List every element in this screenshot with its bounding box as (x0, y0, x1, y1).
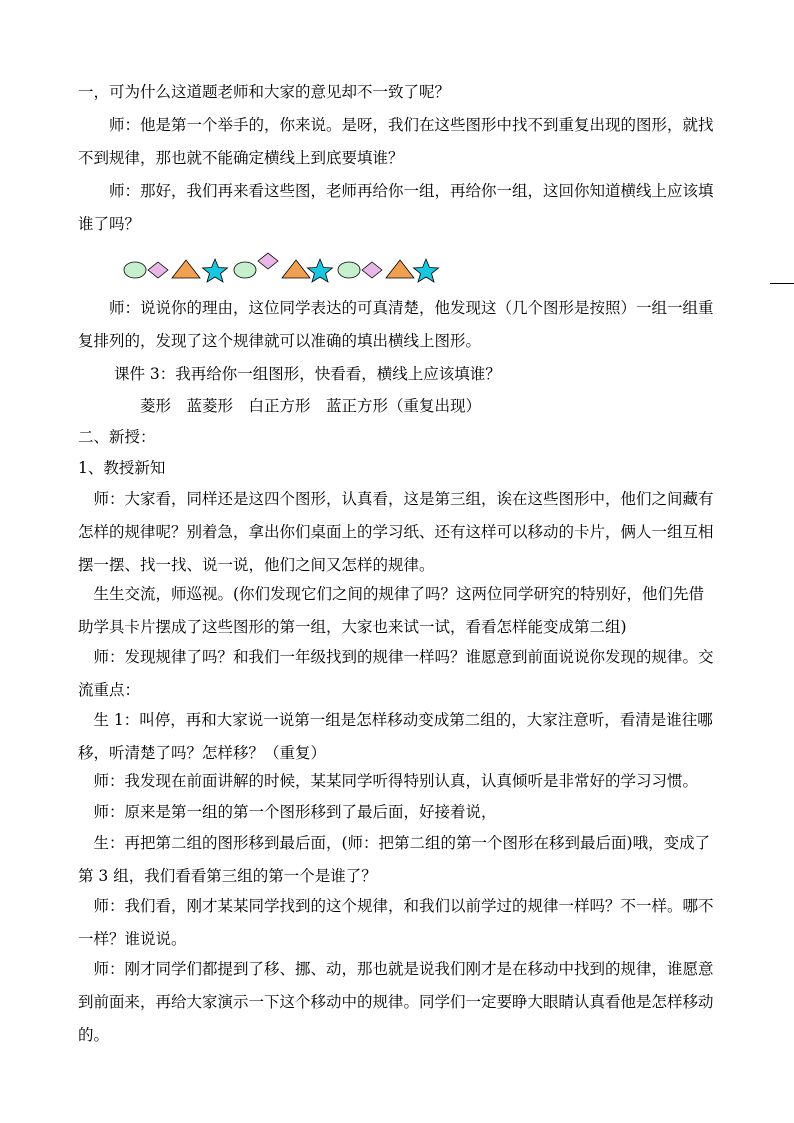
pink-diamond-shape (362, 262, 382, 278)
paragraph-teacher-4: 师：大家看，同样还是这四个图形，认真看，这是第三组，诶在这些图形中，他们之间藏有怎样的规律呢？别着急，拿出你们桌面上的学习纸、还有这样可以移动的卡片，俩人一组互相摆一摆、找一找、说一说，他们之间又怎样的规律。 (78, 490, 714, 574)
orange-triangle-shape (386, 260, 414, 278)
margin-line (770, 283, 794, 284)
paragraph-teacher-3: 师：说说你的理由，这位同学表达的可真清楚，他发现这（几个图形是按照）一组一组重复排列的，发现了这个规律就可以准确的填出横线上图形。 (78, 299, 714, 350)
paragraph-teacher-9: 师：刚才同学们都提到了移、挪、动，那也就是说我们刚才是在移动中找到的规律，谁愿意到前面来，再给大家演示一下这个移动中的规律。同学们一定要睁大眼睛认真看他是怎样移动的。 (78, 960, 714, 1044)
cyan-star-shape (414, 259, 439, 282)
paragraph-teacher-2: 师：那好，我们再来看这些图，老师再给你一组，再给你一组，这回你知道横线上应该填谁了吗？ (78, 182, 714, 233)
paragraph-shape-list: 菱形 蓝菱形 白正方形 蓝正方形（重复出现） (140, 397, 482, 415)
section-heading-new-teaching: 二、新授： (78, 428, 156, 446)
paragraph-teacher-5: 师：发现规律了吗？和我们一年级找到的规律一样吗？谁愿意到前面说说你发现的规律。交流重点： (78, 648, 714, 699)
subsection-heading-teach: 1、教授新知 (78, 459, 166, 477)
paragraph-teacher-8: 师：我们看，刚才某某同学找到的这个规律，和我们以前学过的规律一样吗？不一样。哪不一样？谁说说。 (78, 897, 714, 948)
paragraph-student-1: 生 1：叫停，再和大家说一说第一组是怎样移动变成第二组的，大家注意听，看清是谁往哪移，听清楚了吗？怎样移？（重复） (78, 711, 713, 762)
paragraph-courseware-3: 课件 3：我再给你一组图形，快看看，横线上应该填谁？ (114, 365, 501, 383)
pattern-shapes-figure (120, 250, 450, 286)
pink-diamond-shape (148, 262, 168, 278)
orange-triangle-shape (172, 260, 200, 278)
paragraph-student-exchange: 生生交流，师巡视。(你们发现它们之间的规律了吗？这两位同学研究的特别好，他们先借助学具卡片摆成了这些图形的第一组，大家也来试一试，看看怎样能变成第二组) (78, 585, 705, 636)
paragraph-teacher-1: 师：他是第一个举手的，你来说。是呀，我们在这些图形中找不到重复出现的图形，就找不到规律，那也就不能确定横线上到底要填谁？ (78, 116, 714, 167)
pink-diamond-shape (258, 253, 278, 269)
cyan-star-shape (203, 259, 228, 282)
paragraph-teacher-6: 师：我发现在前面讲解的时候，某某同学听得特别认真，认真倾听是非常好的学习习惯。 (93, 772, 699, 790)
green-circle-shape (338, 262, 360, 278)
paragraph-question: 一，可为什么这道题老师和大家的意见却不一致了呢？ (78, 83, 451, 101)
paragraph-student-2: 生：再把第二组的图形移到最后面，(师：把第二组的第一个图形在移到最后面)哦，变成了第 3 组，我们看看第三组的第一个是谁了？ (78, 834, 711, 885)
cyan-star-shape (308, 259, 333, 282)
green-circle-shape (124, 262, 146, 278)
green-circle-shape (234, 262, 256, 278)
paragraph-teacher-7: 师：原来是第一组的第一个图形移到了最后面，好接着说， (93, 803, 497, 821)
orange-triangle-shape (282, 260, 310, 278)
